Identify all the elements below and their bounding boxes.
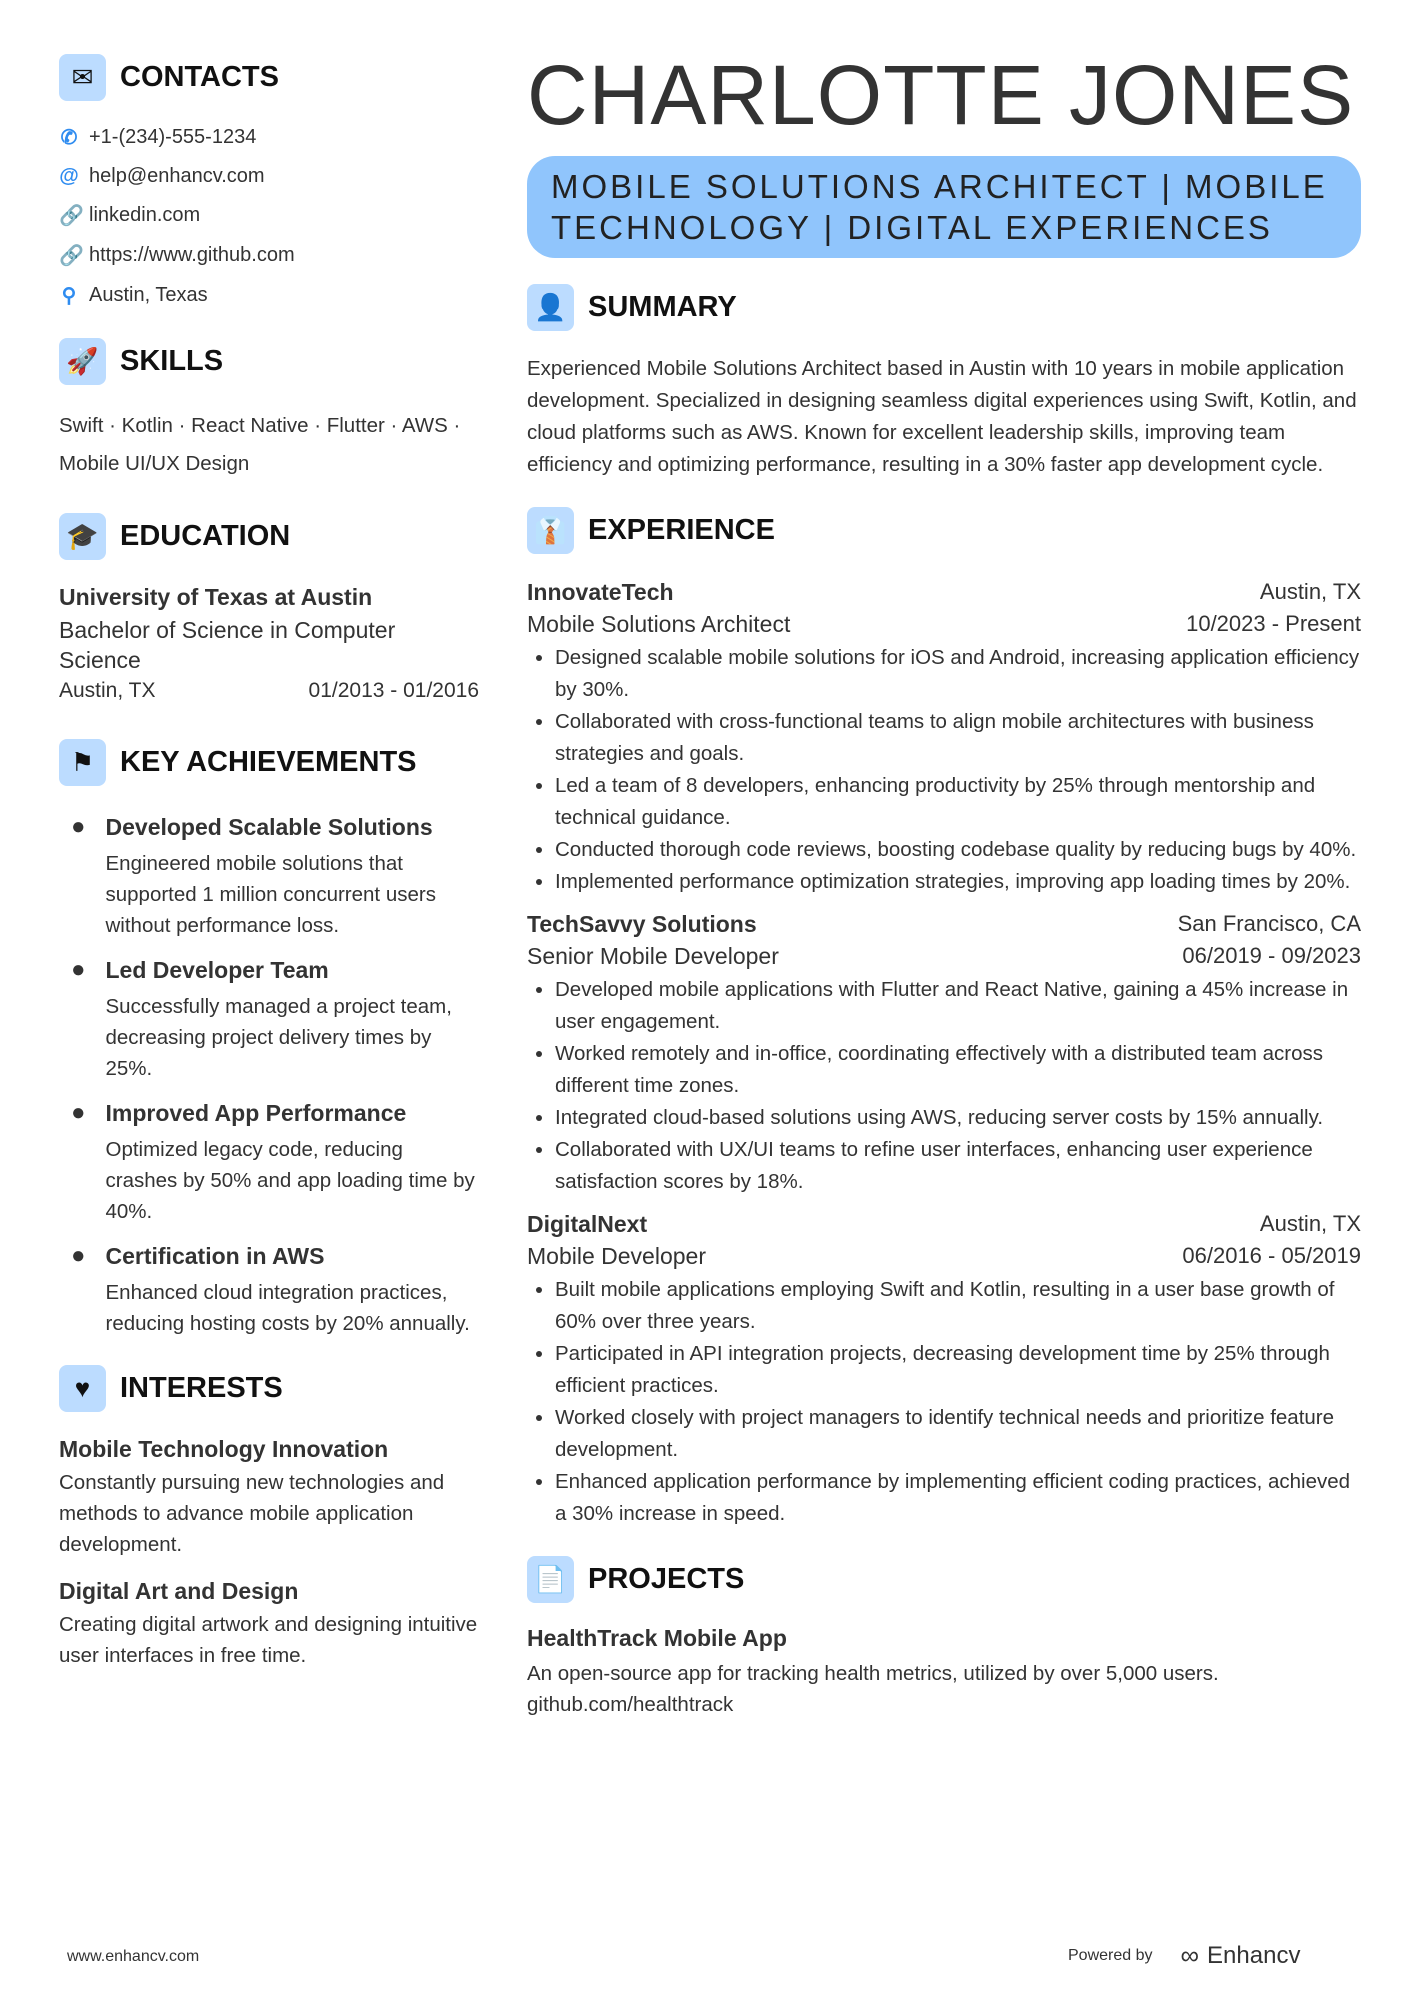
achievement-desc: Optimized legacy code, reducing crashes by 50% and app loading time by 40%. [105, 1138, 475, 1223]
job-bullet: • Built mobile applications employing Swift and Kotlin, resulting in a user base growth of 60% over three years. [555, 1274, 1361, 1338]
envelope-icon: ✉ [59, 54, 106, 101]
bullet: ● [71, 813, 86, 840]
job-role: Senior Mobile Developer [527, 943, 779, 969]
job-entry [527, 576, 1361, 898]
job-bullet: • Participated in API integration projects, decreasing development time by 25% through efficient practices. [555, 1338, 1361, 1402]
achievement-title: Improved App Performance [105, 1100, 407, 1126]
company-name: InnovateTech [527, 579, 674, 605]
contact-text[interactable]: Austin, Texas [89, 284, 208, 306]
project-title: HealthTrack Mobile App [527, 1625, 787, 1651]
contact-item[interactable] [59, 165, 479, 188]
user-icon: 👤 [527, 284, 574, 331]
achievement-item [59, 1241, 479, 1339]
footer-website[interactable]: www.enhancv.com [67, 1948, 200, 1965]
phone-icon: ✆ [60, 127, 78, 149]
job-bullet: • Designed scalable mobile solutions for iOS and Android, increasing application efficiency by 30%. [555, 642, 1361, 706]
job-bullet: • Conducted thorough code reviews, boosting codebase quality by reducing bugs by 40%. [555, 834, 1361, 866]
interest-desc: Constantly pursuing new technologies and methods to advance mobile application development. [59, 1471, 445, 1556]
job-bullet: • Enhanced application performance by implementing efficient coding practices, achieved a 30% increase in speed. [555, 1466, 1361, 1530]
achievement-title: Developed Scalable Solutions [105, 814, 433, 840]
job-bullet: • Led a team of 8 developers, enhancing productivity by 25% through mentorship and technical guidance. [555, 770, 1361, 834]
skills-header [59, 338, 479, 385]
at-icon: @ [59, 165, 79, 187]
summary-header [527, 284, 1361, 331]
bullet: ● [71, 1099, 86, 1126]
contact-item[interactable] [59, 203, 479, 228]
contact-text[interactable]: +1-(234)-555-1234 [89, 126, 257, 148]
job-role: Mobile Developer [527, 1243, 706, 1269]
contact-text[interactable]: help@enhancv.com [89, 165, 265, 187]
right-column [527, 50, 1361, 1720]
interest-title: Digital Art and Design [59, 1578, 299, 1604]
skills-list: Swift · Kotlin · React Native · Flutter · AWS · Mobile UI/UX Design [59, 414, 461, 475]
bullet: ● [71, 1242, 86, 1269]
graduation-cap-icon: 🎓 [59, 513, 106, 560]
education-location: Austin, TX [59, 679, 156, 702]
job-bullet: • Implemented performance optimization strategies, improving app loading times by 20%. [555, 866, 1361, 898]
job-bullet: • Collaborated with UX/UI teams to refine user interfaces, enhancing user experience satisfaction scores by 18%. [555, 1134, 1361, 1198]
school-name: University of Texas at Austin [59, 584, 373, 610]
interest-item [59, 1578, 479, 1671]
job-entry [527, 908, 1361, 1198]
location-icon: ⚲ [61, 285, 77, 307]
job-location: San Francisco, CA [1177, 911, 1361, 936]
candidate-title: MOBILE SOLUTIONS ARCHITECT | MOBILE TECHNOLOGY | DIGITAL EXPERIENCES [527, 156, 1361, 258]
achievement-desc: Enhanced cloud integration practices, reducing hosting costs by 20% annually. [105, 1281, 470, 1335]
enhancv-logo [1181, 1940, 1301, 1971]
document-icon: 📄 [527, 1556, 574, 1603]
job-dates: 10/2023 - Present [1186, 611, 1361, 636]
job-bullet: • Worked closely with project managers to identify technical needs and prioritize feature development. [555, 1402, 1361, 1466]
company-name: TechSavvy Solutions [527, 911, 757, 937]
job-location: Austin, TX [1259, 579, 1361, 604]
candidate-name: CHARLOTTE JONES [527, 48, 1355, 142]
job-location: Austin, TX [1259, 1211, 1361, 1236]
achievement-desc: Successfully managed a project team, decreasing project delivery times by 25%. [105, 995, 452, 1080]
interest-title: Mobile Technology Innovation [59, 1436, 389, 1462]
achievement-title: Led Developer Team [105, 957, 329, 983]
achievement-item [59, 812, 479, 941]
section-title: SUMMARY [588, 291, 737, 323]
job-entry [527, 1208, 1361, 1530]
experience-header [527, 507, 1361, 554]
contact-text[interactable]: linkedin.com [89, 204, 201, 226]
job-bullet: • Worked remotely and in-office, coordinating effectively with a distributed team across different time zones. [555, 1038, 1361, 1102]
achievement-item [59, 1098, 479, 1227]
achievement-title: Certification in AWS [105, 1243, 325, 1269]
footer-brand [1068, 1940, 1300, 1971]
project-desc: An open-source app for tracking health metrics, utilized by over 5,000 users. [527, 1662, 1219, 1685]
job-role: Mobile Solutions Architect [527, 611, 791, 637]
bullet: ● [71, 956, 86, 983]
section-title: SKILLS [120, 345, 224, 377]
education-dates: 01/2013 - 01/2016 [308, 679, 479, 702]
interest-desc: Creating digital artwork and designing intuitive user interfaces in free time. [59, 1613, 478, 1667]
job-dates: 06/2016 - 05/2019 [1182, 1243, 1361, 1268]
project-item [527, 1625, 1361, 1720]
job-bullet: • Developed mobile applications with Flutter and React Native, gaining a 45% increase in user engagement. [555, 974, 1361, 1038]
contact-item[interactable] [59, 283, 479, 308]
achievement-item [59, 955, 479, 1084]
link-icon: 🔗 [59, 205, 84, 227]
section-title: PROJECTS [588, 1563, 745, 1595]
education-header [59, 513, 479, 560]
section-title: INTERESTS [120, 1372, 283, 1404]
education-meta [59, 675, 479, 707]
achievements-header [59, 739, 479, 786]
rocket-icon: 🚀 [59, 338, 106, 385]
interests-header [59, 1365, 479, 1412]
achievement-desc: Engineered mobile solutions that supported 1 million concurrent users without performance loss. [105, 852, 436, 937]
contacts-header [59, 54, 479, 101]
logo-icon: ∞ [1180, 1940, 1200, 1970]
summary-text: Experienced Mobile Solutions Architect based in Austin with 10 years in mobile application development. Specialized in designing seamless digital experiences using Swift, Kotlin, and cloud platforms such as AWS. Known for excellent leadership skills, improving team efficiency and optimizing performance, resulting in a 30% faster app development cycle. [527, 357, 1357, 476]
heart-icon: ♥ [59, 1365, 106, 1412]
contact-item[interactable] [59, 243, 479, 268]
company-name: DigitalNext [527, 1211, 648, 1237]
left-column [59, 54, 479, 1689]
job-dates: 06/2019 - 09/2023 [1182, 943, 1361, 968]
interest-item [59, 1436, 479, 1560]
job-bullet: • Integrated cloud-based solutions using AWS, reducing server costs by 15% annually. [555, 1102, 1361, 1134]
degree: Bachelor of Science in Computer Science [59, 617, 396, 673]
project-link[interactable]: github.com/healthtrack [527, 1693, 734, 1716]
section-title: CONTACTS [120, 61, 279, 93]
brand-name: Enhancv [1207, 1941, 1301, 1969]
user-tie-icon: 👔 [527, 507, 574, 554]
link-icon: 🔗 [59, 245, 84, 267]
powered-by: Powered by [1068, 1946, 1153, 1964]
job-bullet: • Collaborated with cross-functional teams to align mobile architectures with business strategies and goals. [555, 706, 1361, 770]
section-title: EDUCATION [120, 520, 291, 552]
projects-header [527, 1556, 1361, 1603]
section-title: EXPERIENCE [588, 514, 775, 546]
section-title: KEY ACHIEVEMENTS [120, 746, 417, 778]
flag-icon: ⚑ [59, 739, 106, 786]
contact-item[interactable] [59, 125, 479, 150]
contact-text[interactable]: https://www.github.com [89, 244, 295, 266]
